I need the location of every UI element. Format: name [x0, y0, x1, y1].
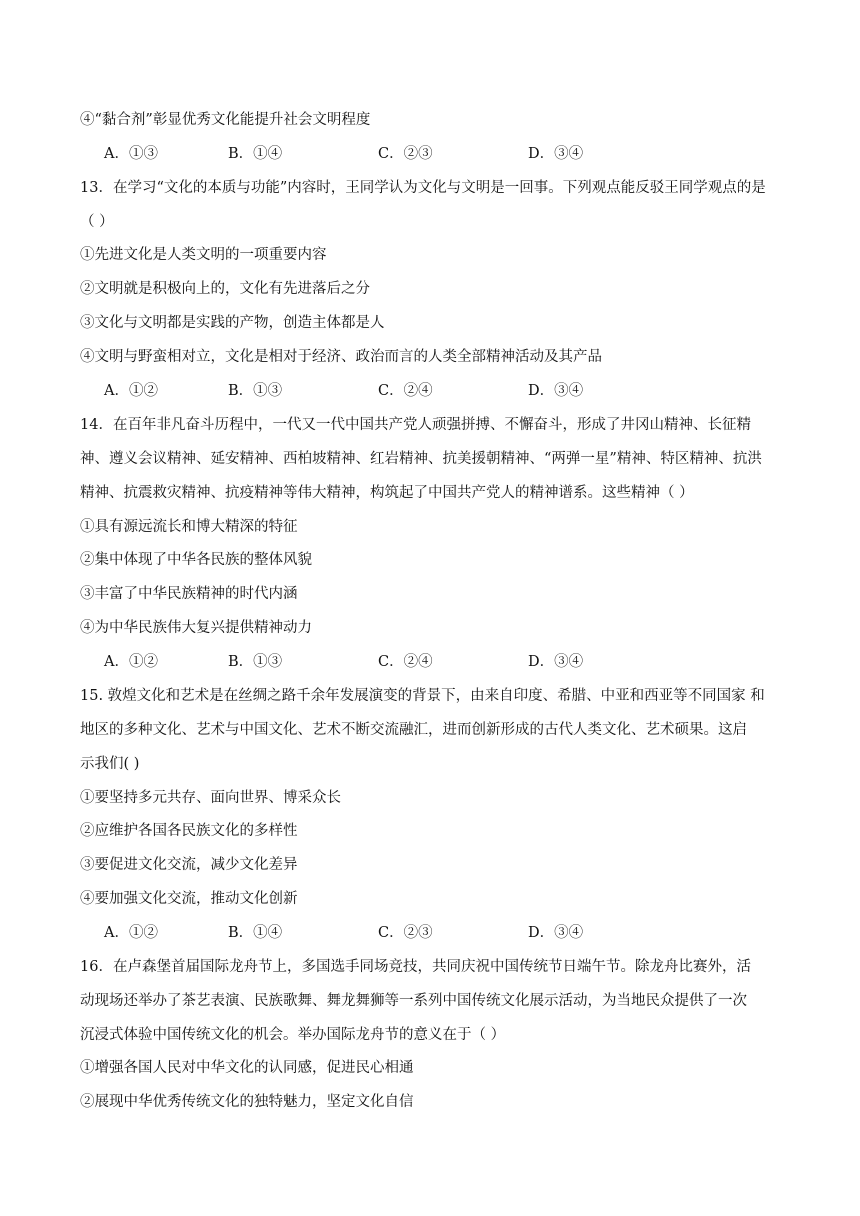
q14-stem-line-3: 精神、抗震救灾精神、抗疫精神等伟大精神，构筑起了中国共产党人的精神谱系。这些精神（ ）: [80, 485, 694, 501]
q15-stem-line-1: 15. 敦煌文化和艺术是在丝绸之路千余年发展演变的背景下，由来自印度、希腊、中亚和西亚等不同国家 和: [80, 688, 765, 704]
q14-option-b: B．①③: [228, 654, 283, 670]
q14-item-4: ④为中华民族伟大复兴提供精神动力: [80, 620, 312, 636]
q15-options: [104, 923, 784, 943]
q16-stem-line-2: 动现场还举办了茶艺表演、民族歌舞、舞龙舞狮等一系列中国传统文化展示活动，为当地民众提供了一次: [80, 993, 747, 1009]
q15-option-d: D．③④: [528, 925, 584, 941]
q16-stem-line-1: 16．在卢森堡首届国际龙舟节上，多国选手同场竞技，共同庆祝中国传统节日端午节。除龙舟比赛外，活: [80, 959, 751, 975]
q14-option-d: D．③④: [528, 654, 584, 670]
q12-options: [104, 144, 784, 164]
q14-item-3: ③丰富了中华民族精神的时代内涵: [80, 586, 298, 602]
q12-option-a: A．①③: [104, 146, 158, 162]
q16-stem-line-3: 沉浸式体验中国传统文化的机会。举办国际龙舟节的意义在于（ ）: [80, 1027, 506, 1043]
q15-stem-line-3: 示我们( ): [80, 756, 140, 772]
q13-item-3: ③文化与文明都是实践的产物，创造主体都是人: [80, 315, 385, 331]
q13-stem-line-1: 13．在学习“文化的本质与功能”内容时，王同学认为文化与文明是一回事。下列观点能反驳王同学观点的是: [80, 180, 766, 196]
q14-option-a: A．①②: [104, 654, 158, 670]
q13-stem-line-2: （ ）: [80, 214, 114, 230]
q12-item-4: ④“黏合剂”彰显优秀文化能提升社会文明程度: [80, 112, 371, 128]
q15-stem-line-2: 地区的多种文化、艺术与中国文化、艺术不断交流融汇，进而创新形成的古代人类文化、艺术硕果。这启: [80, 722, 747, 738]
q15-option-a: A．①②: [104, 925, 158, 941]
q13-option-b: B．①③: [228, 383, 283, 399]
q13-item-4: ④文明与野蛮相对立，文化是相对于经济、政治而言的人类全部精神活动及其产品: [80, 349, 602, 365]
q14-stem-line-1: 14．在百年非凡奋斗历程中，一代又一代中国共产党人顽强拼搏、不懈奋斗，形成了井冈山精神、长征精: [80, 417, 751, 433]
q15-option-c: C．②③: [378, 925, 433, 941]
q16-item-2: ②展现中华优秀传统文化的独特魅力，坚定文化自信: [80, 1094, 414, 1110]
q13-options: [104, 381, 784, 401]
q12-option-d: D．③④: [528, 146, 584, 162]
q14-options: [104, 652, 784, 672]
q13-item-2: ②文明就是积极向上的，文化有先进落后之分: [80, 281, 370, 297]
q13-option-a: A．①②: [104, 383, 158, 399]
q15-item-2: ②应维护各国各民族文化的多样性: [80, 823, 298, 839]
q14-item-1: ①具有源远流长和博大精深的特征: [80, 519, 298, 535]
q12-option-c: C．②③: [378, 146, 433, 162]
q12-option-b: B．①④: [228, 146, 283, 162]
q13-item-1: ①先进文化是人类文明的一项重要内容: [80, 247, 327, 263]
q14-option-c: C．②④: [378, 654, 433, 670]
q15-item-4: ④要加强文化交流，推动文化创新: [80, 891, 298, 907]
q15-item-3: ③要促进文化交流，减少文化差异: [80, 857, 298, 873]
q14-item-2: ②集中体现了中华各民族的整体风貌: [80, 552, 312, 568]
q13-option-c: C．②④: [378, 383, 433, 399]
q15-item-1: ①要坚持多元共存、面向世界、博采众长: [80, 790, 341, 806]
q13-option-d: D．③④: [528, 383, 584, 399]
q15-option-b: B．①④: [228, 925, 283, 941]
q14-stem-line-2: 神、遵义会议精神、延安精神、西柏坡精神、红岩精神、抗美援朝精神、“两弹一星”精神、特区精神、抗洪: [80, 451, 762, 467]
q16-item-1: ①增强各国人民对中华文化的认同感，促进民心相通: [80, 1060, 414, 1076]
